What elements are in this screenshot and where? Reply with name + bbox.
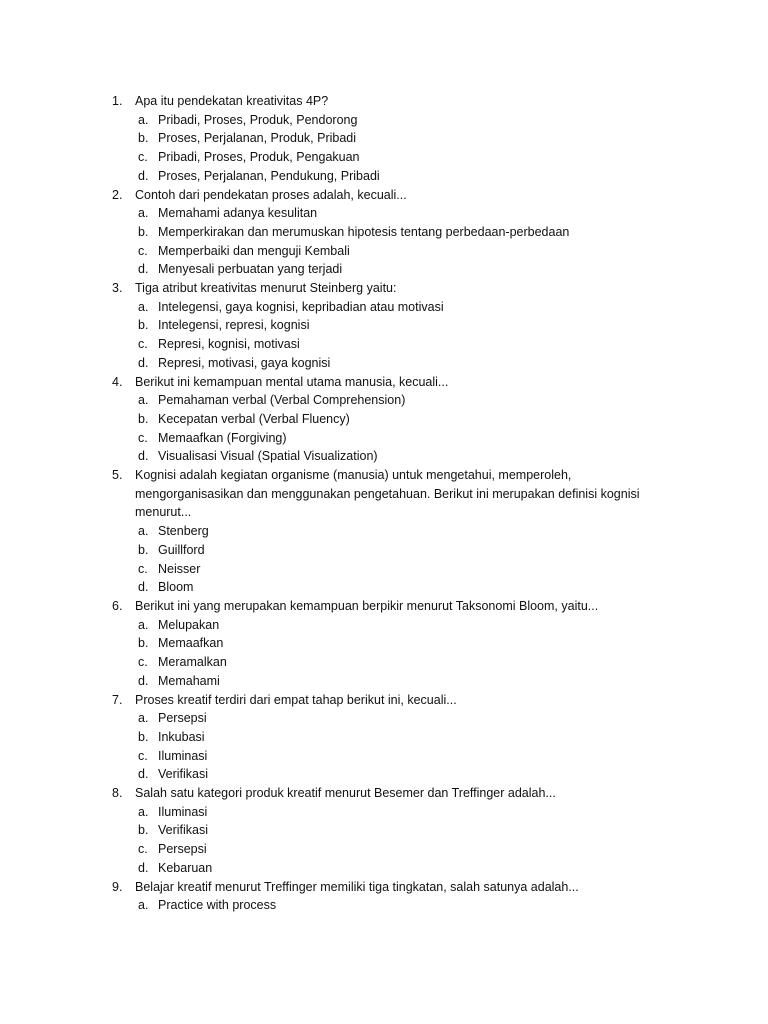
option-text: Bloom xyxy=(158,580,194,595)
option-letter: b. xyxy=(138,823,149,838)
question-text: Belajar kreatif menurut Treffinger memiliki tiga tingkatan, salah satunya adalah... xyxy=(135,879,579,894)
option-letter: c. xyxy=(138,748,148,763)
question-number: 5. xyxy=(112,468,123,483)
answer-option xyxy=(112,242,732,261)
option-text: Kebaruan xyxy=(158,860,213,875)
question-text: Apa itu pendekatan kreativitas 4P? xyxy=(135,94,329,108)
answer-option xyxy=(112,728,732,747)
question-number: 9. xyxy=(112,879,123,894)
question-5 xyxy=(112,466,732,522)
answer-option xyxy=(112,410,732,429)
answer-option xyxy=(112,578,732,597)
option-letter: b. xyxy=(138,729,149,744)
option-text: Persepsi xyxy=(158,842,207,857)
question-number: 2. xyxy=(112,187,123,202)
option-letter: d. xyxy=(138,673,149,688)
question-9 xyxy=(112,878,732,897)
option-text: Intelegensi, represi, kognisi xyxy=(158,318,310,333)
option-letter: b. xyxy=(138,636,149,651)
answer-option xyxy=(112,260,732,279)
option-letter: c. xyxy=(138,561,148,576)
question-6 xyxy=(112,597,732,616)
answer-option xyxy=(112,129,732,148)
option-text: Iluminasi xyxy=(158,804,208,819)
option-letter: a. xyxy=(138,711,149,726)
option-text: Iluminasi xyxy=(158,748,208,763)
option-letter: b. xyxy=(138,318,149,333)
question-number: 7. xyxy=(112,692,123,707)
question-text: Proses kreatif terdiri dari empat tahap berikut ini, kecuali... xyxy=(135,692,457,707)
option-letter: c. xyxy=(138,655,148,670)
answer-option xyxy=(112,765,732,784)
answer-option xyxy=(112,148,732,167)
answer-option xyxy=(112,803,732,822)
question-number: 4. xyxy=(112,374,123,389)
question-text: Contoh dari pendekatan proses adalah, kecuali... xyxy=(135,187,407,202)
answer-option xyxy=(112,111,732,130)
question-number: 3. xyxy=(112,281,123,296)
answer-option xyxy=(112,335,732,354)
option-letter: a. xyxy=(138,206,149,221)
answer-option xyxy=(112,747,732,766)
option-letter: a. xyxy=(138,393,149,408)
question-text: Kognisi adalah kegiatan organisme (manusia) untuk mengetahui, memperoleh, mengorganisasikan dan menggunakan pengetahuan. Berikut ini merupakan definisi kognisi menurut... xyxy=(135,468,643,520)
option-letter: a. xyxy=(138,617,149,632)
option-text: Visualisasi Visual (Spatial Visualization) xyxy=(158,449,378,464)
option-letter: a. xyxy=(138,112,149,127)
option-text: Meramalkan xyxy=(158,655,227,670)
option-letter: d. xyxy=(138,767,149,782)
option-letter: c. xyxy=(138,150,148,165)
option-letter: a. xyxy=(138,299,149,314)
option-text: Memaafkan xyxy=(158,636,224,651)
option-text: Neisser xyxy=(158,561,201,576)
option-text: Guillford xyxy=(158,542,205,557)
option-text: Persepsi xyxy=(158,711,207,726)
option-text: Pribadi, Proses, Produk, Pengakuan xyxy=(158,150,360,165)
option-text: Menyesali perbuatan yang terjadi xyxy=(158,262,343,277)
answer-option xyxy=(112,821,732,840)
option-letter: d. xyxy=(138,860,149,875)
answer-option xyxy=(112,429,732,448)
answer-option xyxy=(112,354,732,373)
option-text: Represi, kognisi, motivasi xyxy=(158,337,300,352)
option-letter: d. xyxy=(138,355,149,370)
answer-option xyxy=(112,167,732,186)
question-3 xyxy=(112,279,732,298)
option-text: Memahami xyxy=(158,673,220,688)
option-text: Memperkirakan dan merumuskan hipotesis tentang perbedaan-perbedaan xyxy=(158,224,570,239)
option-text: Melupakan xyxy=(158,617,220,632)
option-text: Memperbaiki dan menguji Kembali xyxy=(158,243,350,258)
question-7 xyxy=(112,691,732,710)
question-text: Tiga atribut kreativitas menurut Steinberg yaitu: xyxy=(135,281,397,296)
question-list xyxy=(112,92,732,915)
option-letter: a. xyxy=(138,524,149,539)
answer-option xyxy=(112,672,732,691)
option-text: Verifikasi xyxy=(158,767,209,782)
option-text: Pemahaman verbal (Verbal Comprehension) xyxy=(158,393,406,408)
option-letter: c. xyxy=(138,337,148,352)
option-letter: d. xyxy=(138,262,149,277)
question-text: Berikut ini yang merupakan kemampuan berpikir menurut Taksonomi Bloom, yaitu... xyxy=(135,598,599,613)
option-letter: c. xyxy=(138,243,148,258)
question-number: 6. xyxy=(112,598,123,613)
answer-option xyxy=(112,447,732,466)
option-text: Inkubasi xyxy=(158,729,205,744)
question-2 xyxy=(112,186,732,205)
question-4 xyxy=(112,373,732,392)
option-text: Practice with process xyxy=(158,898,277,913)
option-text: Memaafkan (Forgiving) xyxy=(158,430,287,445)
option-letter: c. xyxy=(138,430,148,445)
answer-option xyxy=(112,840,732,859)
option-text: Intelegensi, gaya kognisi, kepribadian atau motivasi xyxy=(158,299,444,314)
answer-option xyxy=(112,616,732,635)
answer-option xyxy=(112,634,732,653)
answer-option xyxy=(112,391,732,410)
answer-option xyxy=(112,896,732,915)
answer-option xyxy=(112,709,732,728)
option-letter: d. xyxy=(138,580,149,595)
option-text: Kecepatan verbal (Verbal Fluency) xyxy=(158,411,350,426)
answer-option xyxy=(112,316,732,335)
option-letter: a. xyxy=(138,804,149,819)
answer-option xyxy=(112,541,732,560)
option-letter: b. xyxy=(138,224,149,239)
option-letter: d. xyxy=(138,168,149,183)
question-text: Salah satu kategori produk kreatif menurut Besemer dan Treffinger adalah... xyxy=(135,786,556,801)
option-text: Represi, motivasi, gaya kognisi xyxy=(158,355,331,370)
option-letter: d. xyxy=(138,449,149,464)
option-letter: c. xyxy=(138,842,148,857)
answer-option xyxy=(112,522,732,541)
option-letter: b. xyxy=(138,411,149,426)
answer-option xyxy=(112,653,732,672)
option-letter: a. xyxy=(138,898,149,913)
option-letter: b. xyxy=(138,131,149,146)
answer-option xyxy=(112,560,732,579)
question-1 xyxy=(112,92,732,111)
question-8 xyxy=(112,784,732,803)
option-text: Verifikasi xyxy=(158,823,209,838)
question-number: 8. xyxy=(112,786,123,801)
option-text: Pribadi, Proses, Produk, Pendorong xyxy=(158,112,358,127)
option-text: Memahami adanya kesulitan xyxy=(158,206,318,221)
answer-option xyxy=(112,223,732,242)
option-text: Proses, Perjalanan, Pendukung, Pribadi xyxy=(158,168,380,183)
option-text: Stenberg xyxy=(158,524,209,539)
answer-option xyxy=(112,204,732,223)
question-number: 1. xyxy=(112,94,123,108)
answer-option xyxy=(112,298,732,317)
question-text: Berikut ini kemampuan mental utama manusia, kecuali... xyxy=(135,374,449,389)
answer-option xyxy=(112,859,732,878)
option-letter: b. xyxy=(138,542,149,557)
option-text: Proses, Perjalanan, Produk, Pribadi xyxy=(158,131,357,146)
